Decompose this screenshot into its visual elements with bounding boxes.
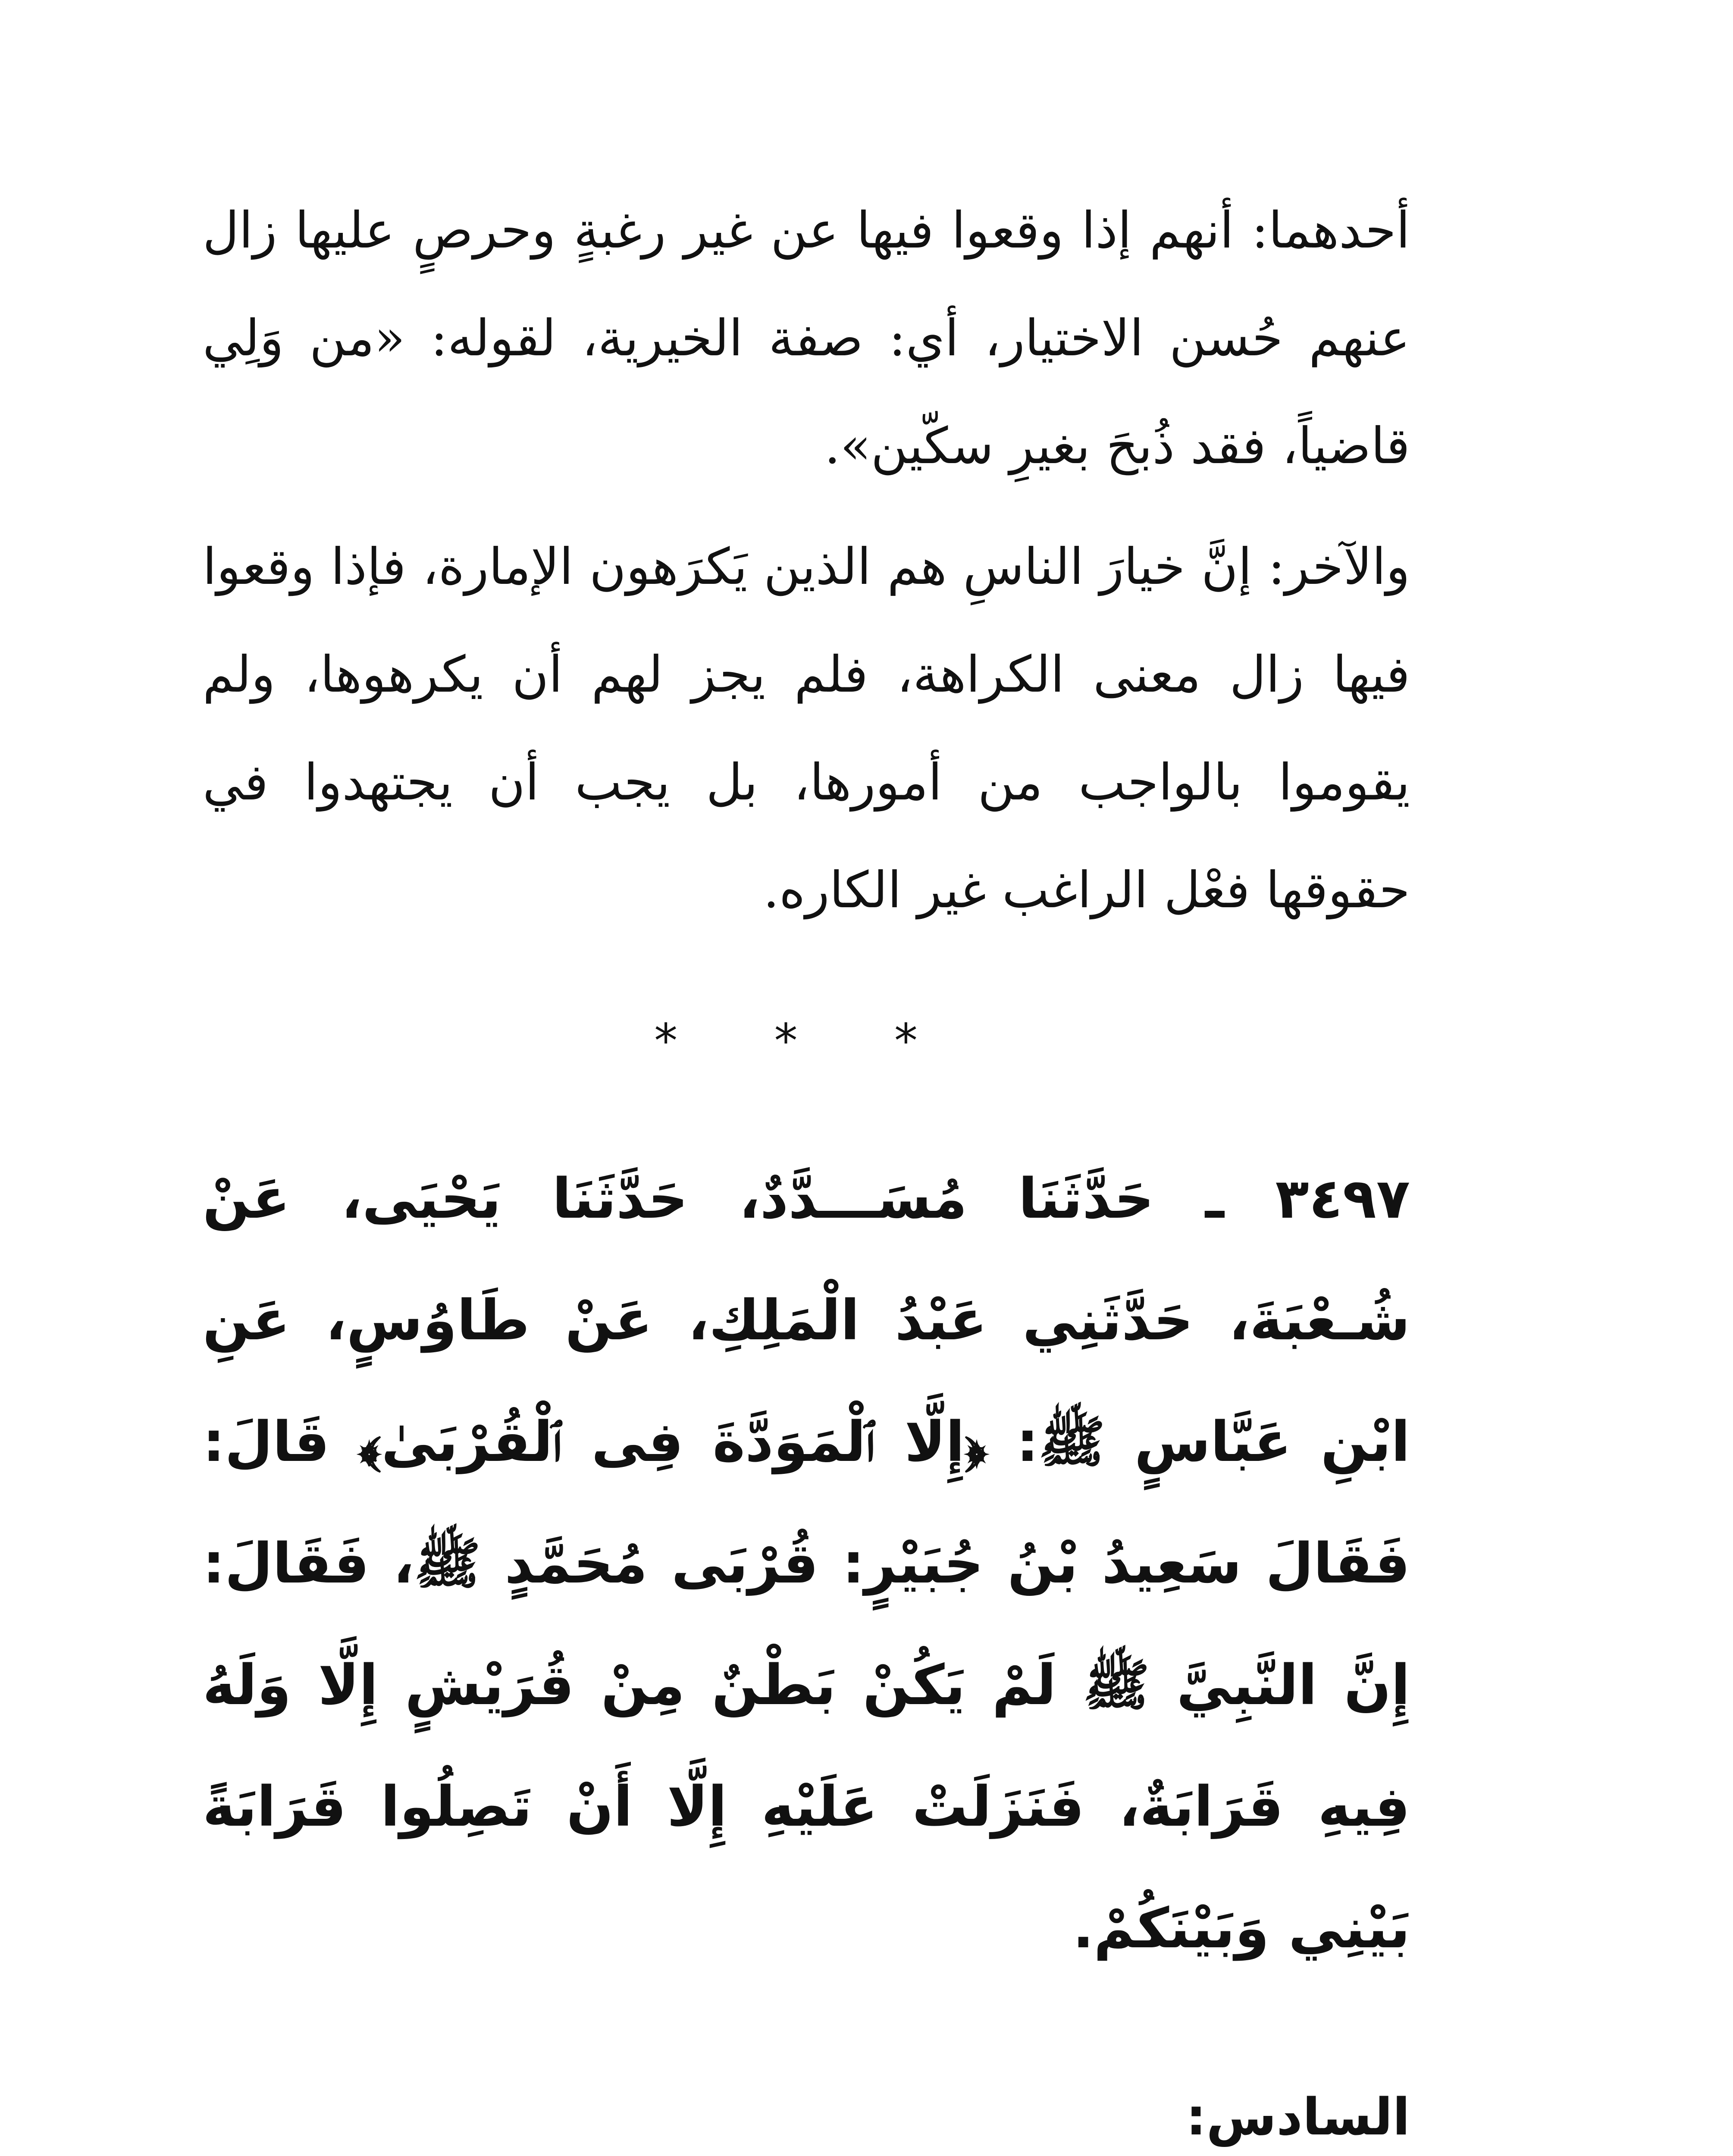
spacer xyxy=(203,500,1410,513)
section-separator-stars: * * * xyxy=(654,1014,959,1068)
page-body xyxy=(203,177,1410,2156)
spacer xyxy=(203,944,1410,1009)
spacer xyxy=(203,1074,1410,1138)
commentary-paragraph-first: أحدهما: أنهم إذا وقعوا فيها عن غير رغبةٍ وحرصٍ عليها زال عنهم حُسن الاختيار، أي: صفة الخيرية، لقوله: «من وَلِي قاضياً، فقد ذُبحَ بغيرِ سكّين». xyxy=(203,201,1410,475)
spacer xyxy=(203,1990,1410,2063)
commentary-paragraph-second: والآخر: إنَّ خيارَ الناسِ هم الذين يَكرَهون الإمارة، فإذا وقعوا فيها زال معنى الكراهة، فلم يجز لهم أن يكرهوها، ولم يقوموا بالواجب من أمورها، بل يجب أن يجتهدوا في حقوقها فعْل الراغب غير الكاره. xyxy=(203,538,1410,919)
hadith-3497: ٣٤٩٧ ـ حَدَّثَنَا مُسَـــدَّدٌ، حَدَّثَنَا يَحْيَى، عَنْ شُـعْبَةَ، حَدَّثَنِي عَبْدُ الْمَلِكِ، عَنْ طَاوُسٍ، عَنِ ابْنِ عَبَّاسٍ ﷺ: ﴿إِلَّا ٱلْمَوَدَّةَ فِى ٱلْقُرْبَىٰ﴾ قَالَ: فَقَالَ سَعِيدُ بْنُ جُبَيْرٍ: قُرْبَى مُحَمَّدٍ ﷺ، فَقَالَ: إِنَّ النَّبِيَّ ﷺ لَمْ يَكُنْ بَطْنٌ مِنْ قُرَيْشٍ إِلَّا وَلَهُ فِيهِ قَرَابَةٌ، فَنَزَلَتْ عَلَيْهِ إِلَّا أَنْ تَصِلُوا قَرَابَةً بَيْنِي وَبَيْنَكُمْ. xyxy=(203,1167,1410,1961)
section-heading-sixth: السادس: xyxy=(1186,2087,1410,2147)
